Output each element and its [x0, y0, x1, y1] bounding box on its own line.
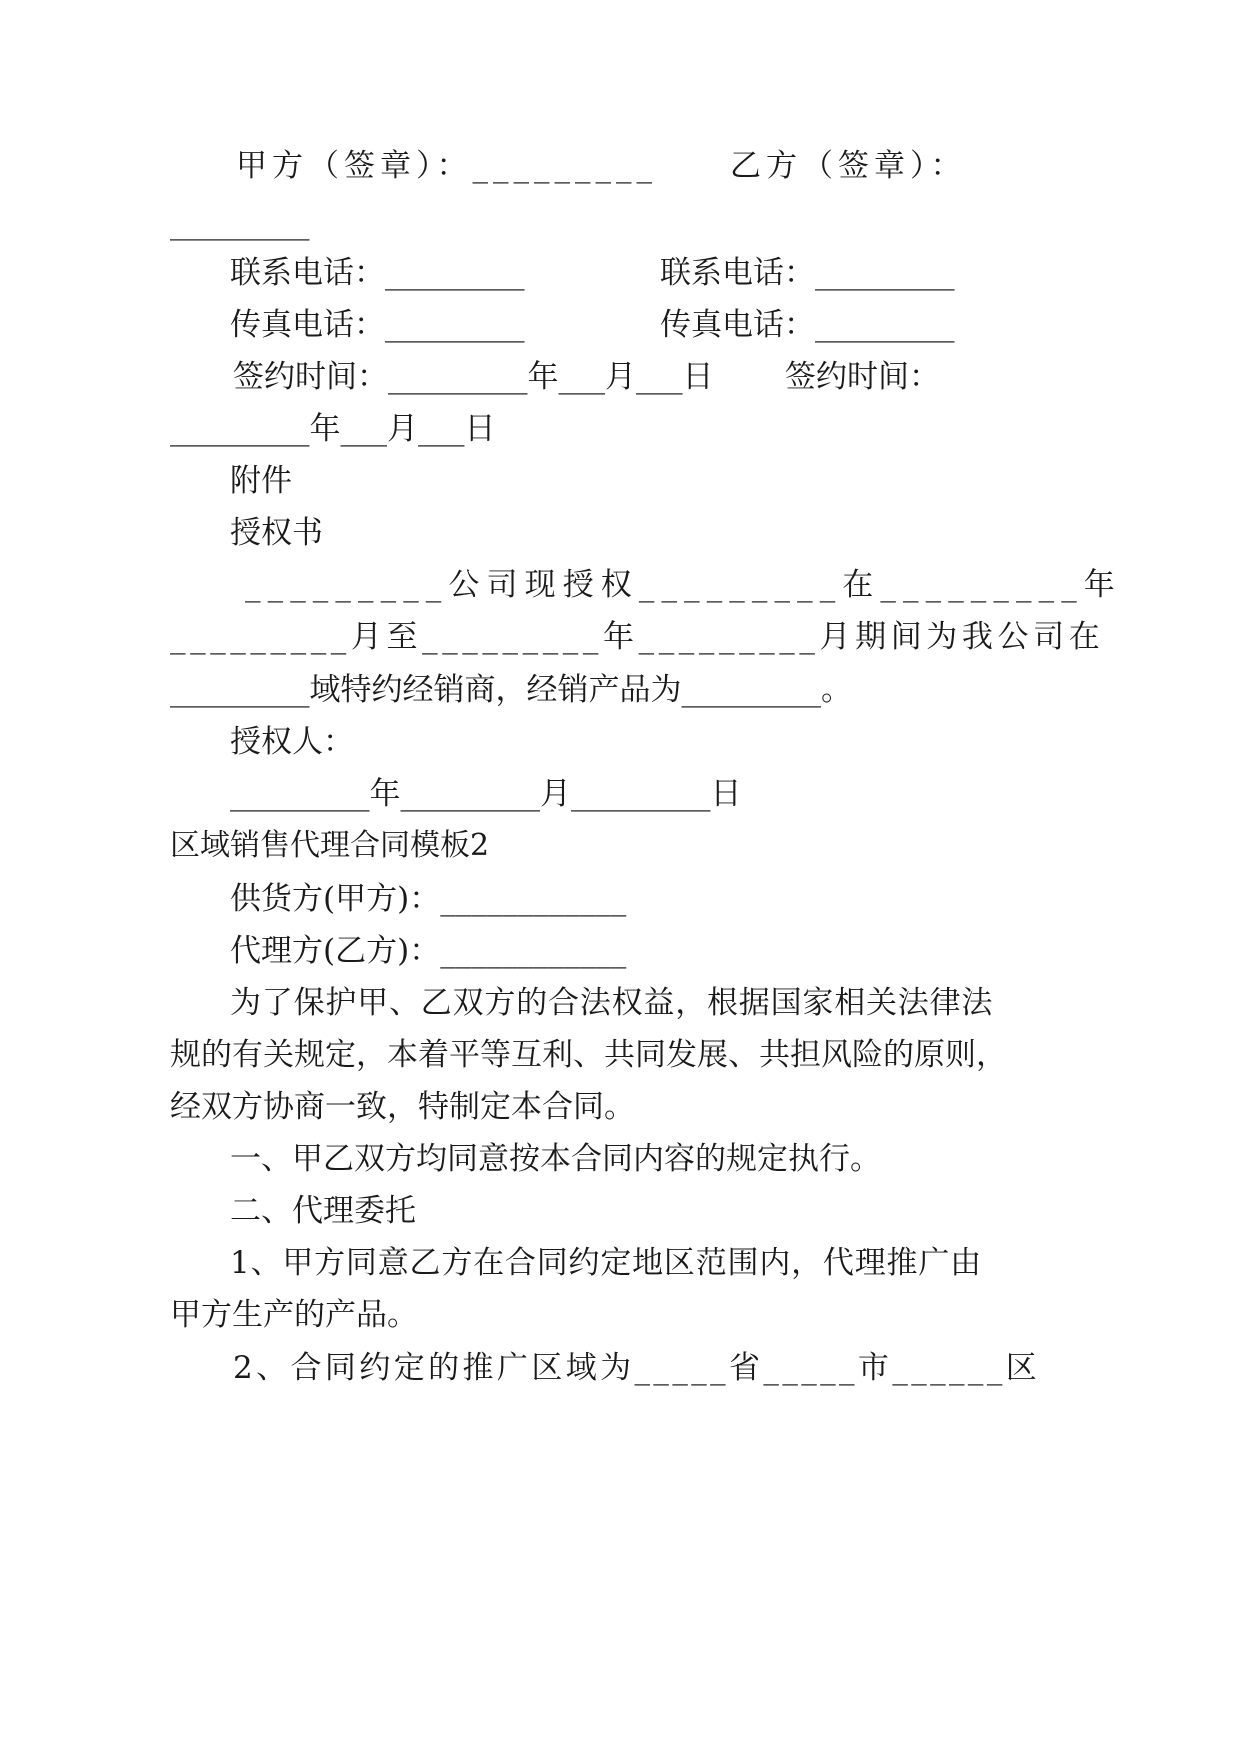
party-a-phone: 联系电话：_________: [230, 255, 525, 291]
party-b-signature-blank: _________: [170, 205, 310, 241]
party-b-fax: 传真电话：_________: [660, 307, 955, 343]
supplier-field: 供货方(甲方)：____________: [230, 881, 627, 917]
clause-2-1-line-1: 1、甲方同意乙方在合同约定地区范围内，代理推广由: [230, 1245, 982, 1281]
authorization-line-3: _________域特约经销商，经销产品为_________。: [170, 672, 852, 708]
authorization-title: 授权书: [230, 515, 323, 551]
party-b-signature: 乙方（签章）：: [730, 148, 967, 184]
agent-field: 代理方(乙方)：____________: [230, 933, 627, 969]
clause-1: 一、甲乙双方均同意按本合同内容的规定执行。: [230, 1141, 881, 1177]
party-b-sign-date: _________年___月___日: [170, 411, 496, 447]
preamble-line-2: 规的有关规定，本着平等互利、共同发展、共担风险的原则，: [170, 1037, 1007, 1073]
authorization-line-2: _________月至_________年_________月期间为我公司在: [170, 619, 1105, 655]
party-b-sign-date-label: 签约时间：: [785, 359, 940, 395]
preamble-line-3: 经双方协商一致，特制定本合同。: [170, 1089, 635, 1125]
authorization-date: _________年_________月_________日: [230, 776, 742, 812]
clause-2-2: 2、合同约定的推广区域为_____省_____市______区: [233, 1350, 1041, 1386]
clause-2-heading: 二、代理委托: [230, 1193, 416, 1229]
party-a-fax: 传真电话：_________: [230, 307, 525, 343]
authorization-line-1: _________公司现授权_________在_________年: [245, 567, 1122, 603]
authorizer-label: 授权人：: [230, 724, 354, 760]
attachment-label: 附件: [230, 463, 292, 499]
party-b-phone: 联系电话：_________: [660, 255, 955, 291]
clause-2-1-line-2: 甲方生产的产品。: [170, 1297, 418, 1333]
contract-title: 区域销售代理合同模板2: [170, 828, 490, 863]
preamble-line-1: 为了保护甲、乙双方的合法权益，根据国家相关法律法: [230, 985, 994, 1021]
party-a-sign-date: 签约时间：_________年___月___日: [233, 359, 714, 395]
party-a-signature: 甲方（签章）：_________: [236, 148, 657, 184]
